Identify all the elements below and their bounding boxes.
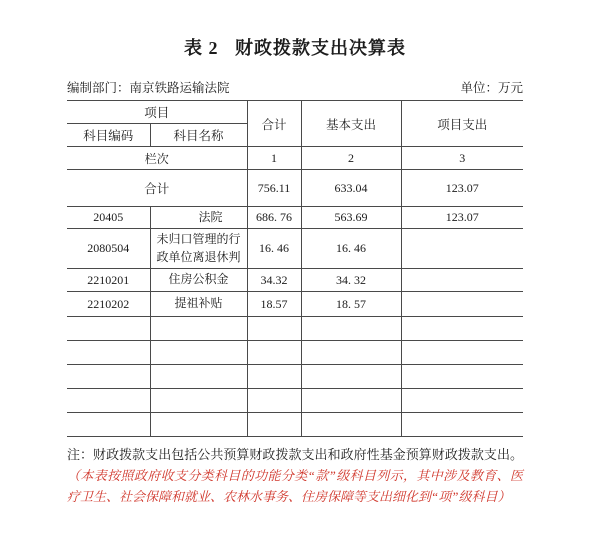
header-basic: 基本支出 bbox=[301, 101, 401, 147]
row-name: 法院 bbox=[150, 207, 247, 229]
lanci-label: 栏次 bbox=[67, 147, 247, 170]
lanci-col-1: 1 bbox=[247, 147, 301, 170]
table-row bbox=[67, 292, 523, 317]
row-project bbox=[401, 269, 523, 292]
row-name: 未归口管理的行政单位离退休判 bbox=[150, 229, 247, 269]
row-code: 2210201 bbox=[67, 269, 150, 292]
lanci-col-3: 3 bbox=[401, 147, 523, 170]
lanci-col-2: 2 bbox=[301, 147, 401, 170]
row-total: 34.32 bbox=[247, 269, 301, 292]
row-name: 提祖补贴 bbox=[150, 292, 247, 317]
row-basic: 16. 46 bbox=[301, 229, 401, 269]
row-total: 18.57 bbox=[247, 292, 301, 317]
row-code: 2080504 bbox=[67, 229, 150, 269]
expenditure-table bbox=[67, 100, 523, 437]
row-project bbox=[401, 292, 523, 317]
row-total: 686. 76 bbox=[247, 207, 301, 229]
header-project: 项目支出 bbox=[401, 101, 523, 147]
unit-label: 单位：万元 bbox=[460, 81, 523, 95]
table-row bbox=[67, 229, 523, 269]
total-row-label: 合计 bbox=[67, 170, 247, 207]
footnote bbox=[67, 444, 523, 507]
column-index-row bbox=[67, 147, 523, 170]
row-code: 20405 bbox=[67, 207, 150, 229]
header-total: 合计 bbox=[247, 101, 301, 147]
page-title: 表 2 财政拨款支出决算表 bbox=[184, 38, 406, 58]
footnote-red-text: （本表按照政府收支分类科目的功能分类“款”级科目列示，其中涉及教育、医疗卫生、社会保障和就业、农林水事务、住房保障等支出细化到“项”级科目） bbox=[67, 468, 523, 505]
grand-total-row bbox=[67, 170, 523, 207]
department-label: 编制部门：南京铁路运输法院 bbox=[67, 81, 230, 95]
table-header-row-1 bbox=[67, 101, 523, 124]
empty-table-row bbox=[67, 341, 523, 365]
footnote-black-text: 注：财政拨款支出包括公共预算财政拨款支出和政府性基金预算财政拨款支出。 bbox=[67, 447, 523, 462]
table-row bbox=[67, 207, 523, 229]
table-row bbox=[67, 269, 523, 292]
empty-table-row bbox=[67, 389, 523, 413]
row-code: 2210202 bbox=[67, 292, 150, 317]
row-name: 住房公积金 bbox=[150, 269, 247, 292]
header-subject-name: 科目名称 bbox=[150, 124, 247, 147]
meta-row bbox=[67, 78, 523, 96]
empty-table-row bbox=[67, 413, 523, 437]
row-total: 16. 46 bbox=[247, 229, 301, 269]
total-row-basic: 633.04 bbox=[301, 170, 401, 207]
header-item-group: 项目 bbox=[67, 101, 247, 124]
header-subject-code: 科目编码 bbox=[67, 124, 150, 147]
empty-table-row bbox=[67, 365, 523, 389]
report-page bbox=[67, 0, 523, 507]
empty-table-row bbox=[67, 317, 523, 341]
row-basic: 34. 32 bbox=[301, 269, 401, 292]
row-basic: 563.69 bbox=[301, 207, 401, 229]
row-basic: 18. 57 bbox=[301, 292, 401, 317]
total-row-project: 123.07 bbox=[401, 170, 523, 207]
row-project: 123.07 bbox=[401, 207, 523, 229]
row-project bbox=[401, 229, 523, 269]
total-row-total: 756.11 bbox=[247, 170, 301, 207]
